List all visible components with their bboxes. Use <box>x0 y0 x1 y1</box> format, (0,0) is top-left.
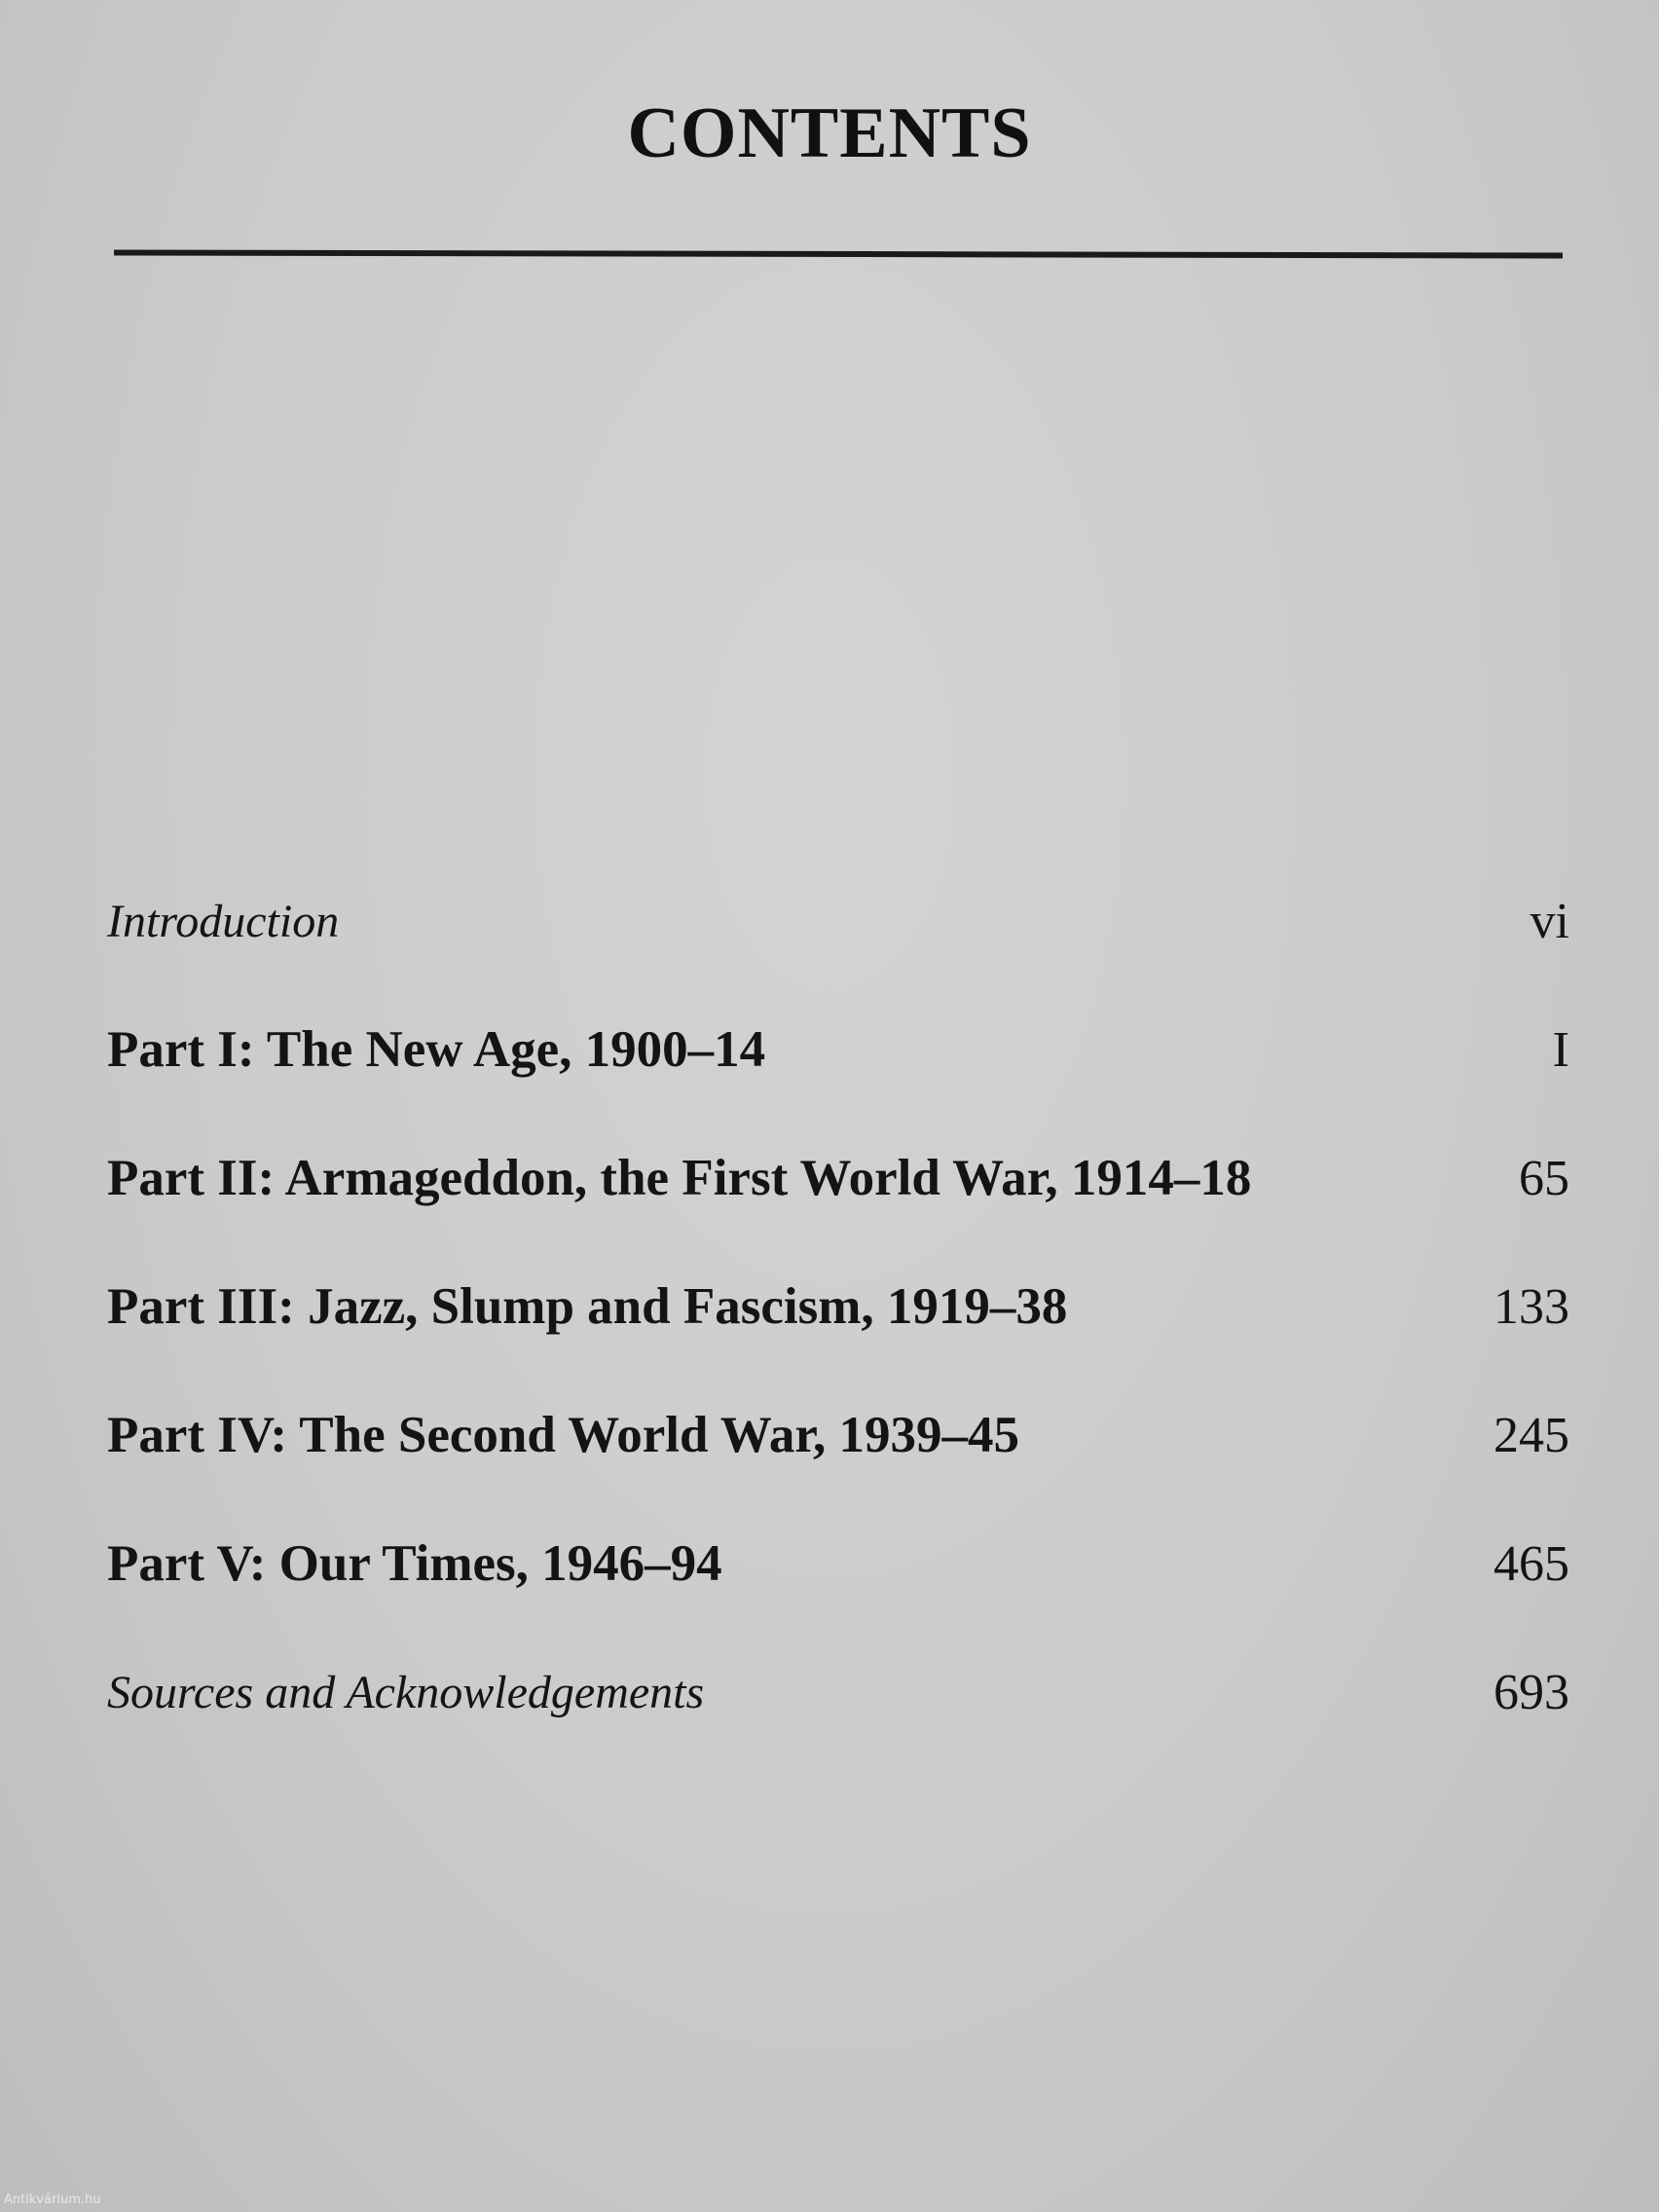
toc-entry-page: 465 <box>1493 1535 1569 1592</box>
toc-entry-page: 65 <box>1519 1150 1569 1206</box>
toc-entry-part-4 <box>107 1371 1569 1499</box>
toc-entry-label: Part IV: The Second World War, 1939–45 <box>107 1407 1019 1463</box>
toc-entry-part-5 <box>107 1499 1569 1628</box>
toc-entry-label: Part V: Our Times, 1946–94 <box>107 1535 722 1592</box>
toc-entry-sources <box>107 1628 1569 1756</box>
table-of-contents <box>107 857 1569 1756</box>
toc-entry-label: Part I: The New Age, 1900–14 <box>107 1021 766 1078</box>
toc-entry-label: Introduction <box>107 895 340 947</box>
toc-entry-page: I <box>1552 1021 1569 1078</box>
toc-entry-page: 245 <box>1493 1407 1569 1463</box>
toc-entry-label: Part III: Jazz, Slump and Fascism, 1919–38 <box>107 1278 1068 1335</box>
toc-entry-part-2 <box>107 1114 1569 1242</box>
toc-entry-page: vi <box>1530 893 1569 949</box>
toc-entry-part-3 <box>107 1242 1569 1371</box>
toc-entry-part-1 <box>107 985 1569 1114</box>
toc-entry-page: 693 <box>1493 1664 1569 1720</box>
toc-entry-label: Part II: Armageddon, the First World War, 1914–18 <box>107 1150 1252 1206</box>
toc-entry-page: 133 <box>1493 1278 1569 1335</box>
toc-entry-introduction <box>107 857 1569 985</box>
watermark: Antikvárium.hu <box>4 2193 101 2207</box>
title-rule <box>114 249 1563 258</box>
page-title: CONTENTS <box>627 93 1032 173</box>
toc-entry-label: Sources and Acknowledgements <box>107 1666 705 1718</box>
